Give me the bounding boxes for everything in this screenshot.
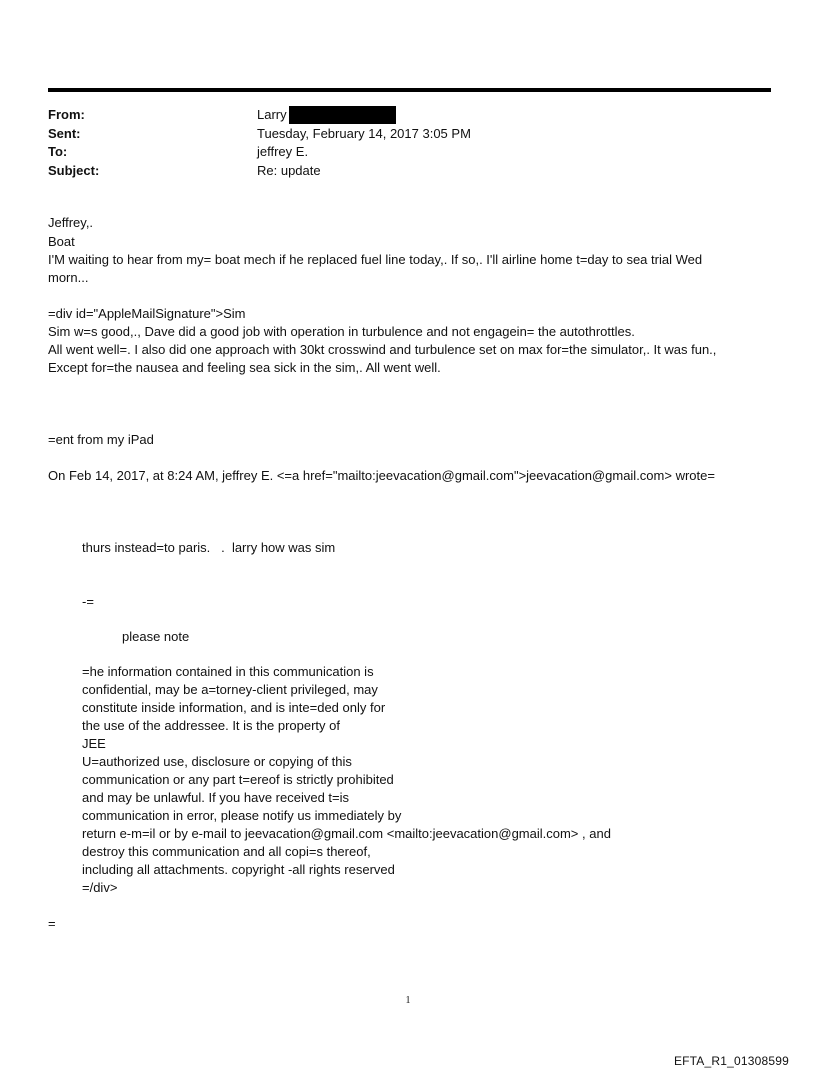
page-number: 1	[405, 995, 411, 1006]
boat-line: Boat	[48, 234, 75, 249]
disclaimer-line: communication or any part t=ereof is strictly prohibited	[82, 772, 394, 787]
disclaimer-line: =he information contained in this communication is	[82, 664, 374, 679]
sent-row	[48, 125, 771, 144]
disclaimer-line: the use of the addressee. It is the property of	[82, 718, 340, 733]
disclaimer-line: and may be unlawful. If you have received t=is	[82, 790, 350, 805]
sent-from-line: =ent from my iPad	[48, 432, 154, 447]
disclaimer-line: JEE	[82, 736, 106, 751]
subject-label: Subject:	[48, 162, 100, 178]
quote-header: On Feb 14, 2017, at 8:24 AM, jeffrey E. <=a href="mailto:jeevacation@gmail.com">jeevacation@gmail.com> wrote=	[48, 468, 715, 483]
to-row	[48, 143, 771, 162]
from-name: Larry	[257, 107, 287, 122]
greeting: Jeffrey,.	[48, 215, 94, 230]
disclaimer-line: constitute inside information, and is inte=ded only for	[82, 700, 386, 715]
email-header	[48, 106, 771, 180]
para2-line3: Except for=the nausea and feeling sea sick in the sim,. All went well.	[48, 360, 441, 375]
sent-value: Tuesday, February 14, 2017 3:05 PM	[257, 125, 471, 141]
please-note: please note	[122, 629, 190, 644]
bates-number: EFTA_R1_01308599	[673, 1054, 789, 1068]
signature-div: =div id="AppleMailSignature">Sim	[48, 306, 246, 321]
disclaimer-line: confidential, may be a=torney-client privileged, may	[82, 682, 378, 697]
quoted-line: thurs instead=to paris. . larry how was sim	[82, 540, 336, 555]
from-value	[257, 106, 396, 125]
trailing-equals: =	[48, 916, 56, 931]
subject-row	[48, 162, 771, 181]
disclaimer-line: communication in error, please notify us immediately by	[82, 808, 402, 823]
from-row	[48, 106, 771, 125]
quoted-dash: -=	[82, 594, 94, 609]
subject-value: Re: update	[257, 162, 321, 178]
disclaimer-line: =/div>	[82, 880, 118, 895]
para1-line1: I'M waiting to hear from my= boat mech if he replaced fuel line today,. If so,. I'll airline home t=day to sea trial Wed	[48, 252, 703, 267]
para2-line1: Sim w=s good,., Dave did a good job with operation in turbulence and not engagein= the autothrottles.	[48, 324, 635, 339]
para2-line2: All went well=. I also did one approach with 30kt crosswind and turbulence set on max for=the simulator,. It was fun.,	[48, 342, 717, 357]
from-label: From:	[48, 107, 85, 122]
redaction-box	[289, 106, 396, 124]
to-value: jeffrey E.	[257, 144, 309, 159]
to-label: To:	[48, 144, 68, 159]
disclaimer-line: return e-m=il or by e-mail to jeevacation@gmail.com <mailto:jeevacation@gmail.com> , and	[82, 826, 611, 841]
header-rule	[48, 88, 771, 92]
disclaimer-line: U=authorized use, disclosure or copying of this	[82, 754, 352, 769]
disclaimer-line: destroy this communication and all copi=s thereof,	[82, 844, 371, 859]
para1-line2: morn...	[48, 270, 89, 285]
disclaimer-line: including all attachments. copyright -all rights reserved	[82, 862, 395, 877]
sent-label: Sent:	[48, 125, 81, 141]
